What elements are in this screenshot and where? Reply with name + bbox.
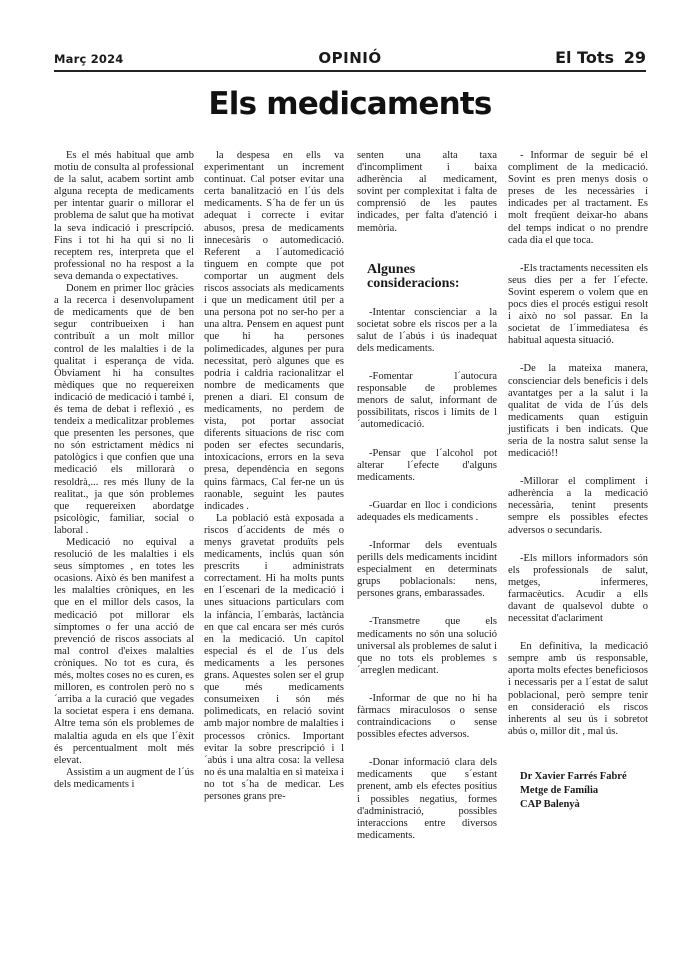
- paragraph: Es el més habitual que amb motiu de consulta al professional de la salut, acabem sortint amb alguna recepta de medicaments per intentar guarir o millorar el problema de salut que ha motivat la seva indicació i prescripció. Fins i tot hi ha qui si no li receptem res, interpreta que el professional no ha respost a la seva demanda o expectatives.: [54, 150, 194, 282]
- consideration-item: -De la mateixa manera, conscienciar dels beneficis i dels avantatges per a la salut i la qualitat de vida de l´ús dels medicaments quan estiguin justificats i ben indicats. Que seria de la nostra salut sense la medicació!!: [508, 363, 648, 460]
- consideration-item: -Els millors informadors són els professionals de salut, metges, infermeres, farmacèutics. Acudir a ells davant de qualsevol dubte o necessitat d'aclariment: [508, 552, 648, 625]
- author-signature: [520, 770, 648, 812]
- page-header: [54, 48, 646, 70]
- page-number: 29: [623, 48, 646, 67]
- header-rule: [54, 70, 646, 72]
- issue-date: Març 2024: [54, 52, 124, 66]
- consideration-item: -Intentar conscienciar a la societat sobre els riscos per a la salut de l´abús i ús inadequat dels medicaments.: [357, 306, 497, 354]
- paragraph: Assistim a un augment de l´ús dels medicaments i: [54, 766, 194, 790]
- paragraph: Donem en primer lloc gràcies a la recerca i desenvolupament de medicaments que de ben segur contribueixen i han contribuït a un molt millor control de les malalties i de la qualitat i esperança de vida. Òbviament hi ha consultes mèdiques que no requereixen indicació de medicació i també i, és tema de debat i reflexió , es tendeix a medicalitzar problemes que presenten les persones, que no són estrictament mèdics ni patològics i que confien que una medicació els millorarà o resoldrà,... res més lluny de la realitat., ja que són problemes que requereixen abordatge psicològic, familiar, social o laboral .: [54, 283, 194, 536]
- article-title: Els medicaments: [208, 86, 492, 122]
- consideration-item: -Informar dels eventuals perills dels medicaments incidint especialment en determinats grups poblacionals: nens, persones grans, embarassades.: [357, 539, 497, 600]
- author-center: CAP Balenyà: [520, 798, 580, 810]
- consideration-item: -Millorar el compliment i adherència a la medicació necessària, tenint presents sempre els possibles efectes adversos o secundaris.: [508, 476, 648, 536]
- consideration-item: - Informar de seguir bé el compliment de la medicació. Sovint es pren menys dosis o preses de les necessàries i indicades per al tractament. Es molt freqüent deixar-ho abans del temps indicat o no prendre cada dia el que toca.: [508, 150, 648, 246]
- section-label: OPINIÓ: [318, 49, 382, 67]
- author-name: Dr Xavier Farrés Fabré: [520, 770, 627, 782]
- consideration-item: -Guardar en lloc i condicions adequades els medicaments .: [357, 499, 497, 523]
- subheading: Algunes consideracions:: [367, 261, 460, 291]
- conclusion-paragraph: En definitiva, la medicació sempre amb ús responsable, aporta molts efectes beneficiosos i necessaris per a l´estat de salut poblacional, però sempre tenir en consideració els riscos inherents al seu ús i sobretot abús o, millor dit , mal ús.: [508, 641, 648, 737]
- article-column-4: [508, 150, 648, 812]
- paragraph: Medicació no equival a resolució de les malalties i els seus símptomes , en totes les ocasions. Això és ben manifest a les malalties cròniques, en les que en el millor dels casos, la medicació pot millorar els símptomes o fer una acció de prevenció de riscos associats al mal control d'eixes malalties cròniques. No tot es cura, és més, moltes coses no es curen, es milloren, es controlen però no s´arriba a la curació que vegades la societat espera i ens demana. Altre tema són els problemes de malaltia aguda en els que l´èxit és percentualment molt més elevat.: [54, 537, 194, 766]
- consideration-item: -Fomentar l´autocura responsable de problemes menors de salut, informant de possibilitats, riscos i límits de l´automedicació.: [357, 371, 497, 431]
- consideration-item: -Transmetre que els medicaments no són una solució universal als problemes de salut i que no tots els problemes s´arreglen medicant.: [357, 616, 497, 676]
- author-role: Metge de Família: [520, 784, 599, 796]
- article-column-3: [357, 150, 497, 842]
- consideration-item: -Donar informació clara dels medicaments que s´estant prenent, amb els efectes positius i possibles negatius, formes d'administració, possibles interaccions entre diversos medicaments.: [357, 757, 497, 841]
- article-column-2: [204, 150, 344, 803]
- consideration-item: -Informar de que no hi ha fàrmacs miraculosos o sense contraindicacions o sense possibles efectes adversos.: [357, 692, 497, 741]
- article-column-1: [54, 150, 194, 791]
- consideration-item: -Pensar que l´alcohol pot alterar l´efecte d'alguns medicaments.: [357, 447, 497, 483]
- paragraph: senten una alta taxa d'incompliment i baixa adherència al medicament, sovint per complexitat i falta de comprensió de les pautes indicades, per falta d'atenció i memòria.: [357, 150, 497, 234]
- publication-name: El Tots: [555, 48, 614, 67]
- paragraph: la despesa en ells va experimentant un increment continuat. Cal potser evitar una certa banalització en l´ús dels medicaments. S´ha de fer un ús adequat i correcte i evitar abusos, presa de medicaments innecesàris o automedicació. Referent a l´automedicació tinguem en compte que pot comportar un augment dels riscos associats als medicaments i que un medicament útil per a una persona pot no ser-ho per a una altra. Pensem en aquest punt que hi ha persones polimedicades, algunes per pura necessitat, però algunes que es podria i caldria racionalitzar el nombre de medicaments que prenen a diari. El consum de medicaments, no perdem de vista, pot portar associat diferents situacions de risc com poden ser efectes secundaris, intoxicacions, errors en la seva presa, dependència en segons quins fàrmacs, Cal fer-ne un ús raonable, seguint les pautes indicades .: [204, 150, 344, 512]
- consideration-item: -Els tractaments necessiten els seus dies per a fer l´efecte. Sovint esperem o volem que en pocs dies el procés estigui resolt i això no sol passar. En la societat de l´immediatesa és habitual aquesta situació.: [508, 262, 648, 347]
- paragraph: La població està exposada a riscos d´accidents de més o menys gravetat produïts pels medicaments, inclús quan són prescrits i administrats correctament. Hi ha molts punts en l´escenari de la medicació i unes situacions particulars com la infància, l´embaràs, lactància en que cal encara ser més curós en la medicació. Un capítol especial és el de l´us dels medicaments a les persones grans. Aquestes solen ser el grup que més medicaments consumeixen i són més polimedicats, en relació sovint amb major nombre de malalties i processos crònics. Important evitar la sobre prescripció i l´abús i una altra cosa: la vellesa no és una malaltia en si mateixa i no tot s´ha de medicar. Les persones grans pre-: [204, 512, 344, 802]
